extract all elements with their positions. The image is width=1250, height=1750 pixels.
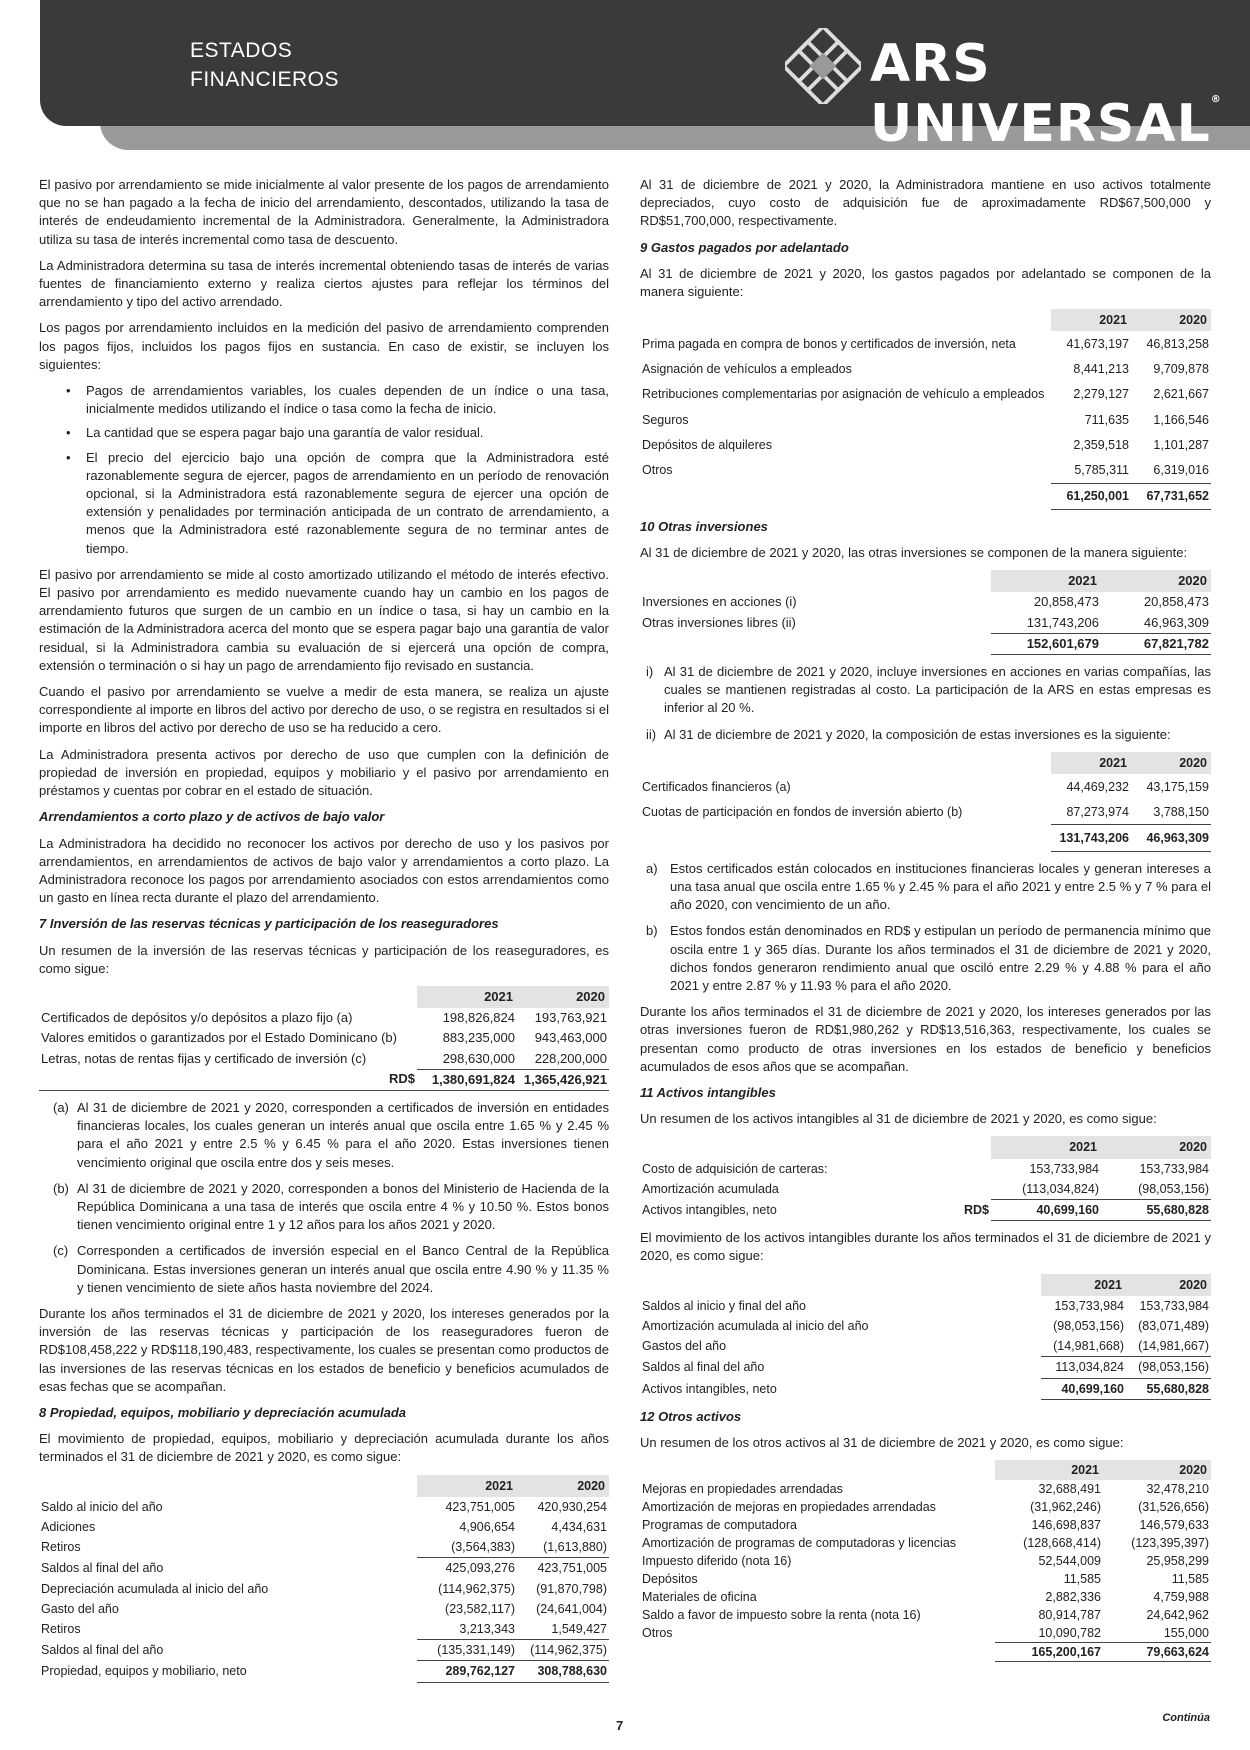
table-cell: 55,680,828 <box>1126 1378 1211 1399</box>
header-title-line1: ESTADOS <box>190 39 293 62</box>
table-total-row <box>640 633 1211 654</box>
paragraph: Un resumen de los otros activos al 31 de diciembre de 2021 y 2020, es como sigue: <box>640 1434 1124 1450</box>
table-cell: 2020 <box>517 986 609 1008</box>
table-cell: 155,000 <box>1163 1626 1209 1641</box>
table-cell: (3,564,383) <box>451 1540 515 1555</box>
table-cell: 2,882,336 <box>1045 1590 1101 1605</box>
table-cell: Propiedad, equipos y mobiliario, neto <box>41 1664 247 1679</box>
table-row <box>39 1497 609 1517</box>
table-cell: Certificados financieros (a) <box>642 779 791 794</box>
table-row <box>640 432 1211 457</box>
table-cell: 153,733,984 <box>1054 1298 1124 1313</box>
table-cell: 11,585 <box>1063 1572 1101 1587</box>
table-cell: (114,962,375) <box>517 1640 609 1661</box>
table-cell: Prima pagada en compra de bonos y certificados de inversión, neta <box>642 336 1016 351</box>
table-cell: 2020 <box>1101 570 1211 592</box>
table-cell: Depósitos de alquileres <box>642 437 772 452</box>
header-title <box>190 36 339 94</box>
table-cell: Amortización de mejoras en propiedades arrendadas <box>642 1500 936 1515</box>
table-cell: 25,958,299 <box>1146 1554 1209 1569</box>
table-cell: 4,759,988 <box>1153 1590 1209 1605</box>
table-cell: (123,395,397) <box>1131 1536 1209 1551</box>
table-row <box>39 1579 609 1599</box>
ars-universal-logo-icon <box>785 28 861 104</box>
table-cell: 146,579,633 <box>1139 1518 1209 1533</box>
section-heading-9: 9 Gastos pagados por adelantado <box>640 239 849 255</box>
table-cell: 1,380,691,824 <box>417 1069 517 1090</box>
bullet-item: • La cantidad que se espera pagar bajo una garantía de valor residual. <box>39 424 609 442</box>
right-column <box>640 176 1211 1670</box>
table-cell: Depósitos <box>642 1572 698 1587</box>
table-row <box>640 799 1211 825</box>
table-row <box>640 1480 1211 1498</box>
table-cell: 46,963,309 <box>1143 614 1209 630</box>
section-heading-8: 8 Propiedad, equipos, mobiliario y depreciación acumulada <box>39 1404 406 1420</box>
table-cell <box>640 1643 995 1662</box>
table-cell: (83,071,489) <box>1138 1318 1209 1333</box>
table-cell: 2020 <box>1101 1136 1211 1158</box>
table-cell: 2020 <box>1103 1460 1211 1480</box>
table-cell: (98,053,156) <box>1138 1181 1209 1196</box>
table-row <box>640 1296 1211 1316</box>
table-row <box>640 1534 1211 1552</box>
table-row <box>39 1619 609 1640</box>
bullet-list <box>39 382 609 558</box>
bullet-item: • El precio del ejercicio bajo una opción de compra que la Administradora esté razonablemente segura de ejercer, pagos de arrendamiento en un período de renovación opcional, si la Administradora está razonablemente segura de ejercer una opción de extensión y penalidades por terminación anticipada de un contrato de arrendamiento, a menos que la Administradora esté razonablemente segura de no terminar antes de tiempo. <box>39 449 609 558</box>
table-total-row <box>640 1199 1211 1220</box>
table-cell: Otros <box>642 1626 673 1641</box>
table-cell <box>640 1460 995 1480</box>
table-cell: 2021 <box>1051 309 1131 331</box>
table-cell: 2021 <box>991 570 1101 592</box>
table-row <box>640 774 1211 799</box>
paragraph: Un resumen de la inversión de las reservas técnicas y participación de los reaseguradores, es como sigue: <box>39 942 609 976</box>
table-cell: 2,359,518 <box>1073 437 1129 452</box>
table-cell: Otros <box>642 463 673 478</box>
table-row <box>640 1357 1211 1378</box>
table-cell: 711,635 <box>1084 412 1129 427</box>
table-total-row <box>39 1661 609 1682</box>
table-cell: 4,434,631 <box>551 1520 607 1534</box>
table-row <box>39 1049 609 1070</box>
table-cell: 6,319,016 <box>1153 462 1209 477</box>
table-cell: 10,090,782 <box>1038 1626 1101 1641</box>
note-b: (b) Al 31 de diciembre de 2021 y 2020, corresponden a bonos del Ministerio de Hacienda de la República Dominicana a una tasa de interés que oscila entre 4 % y 10.50 %. Estos bonos tienen vencimiento original entre 1 y 12 años para los años 2021 y 2020. <box>53 1180 609 1233</box>
table-cell: 8,441,213 <box>1073 362 1129 377</box>
table-cell: Saldo a favor de impuesto sobre la renta (nota 16) <box>642 1608 921 1623</box>
table-cell: 41,673,197 <box>1066 336 1129 351</box>
table-cell: 32,478,210 <box>1146 1482 1209 1497</box>
note-a: (a) Al 31 de diciembre de 2021 y 2020, corresponden a certificados de inversión en entidades financieras locales, los cuales generan un interés anual que oscila entre 1.65 % y 2.45 % para el año 2021 y entre 2.5 % y 6.45 % para el año 2020. Estas inversiones tienen vencimiento original que oscila entre dos y seis meses. <box>53 1099 609 1170</box>
table-cell: Costo de adquisición de carteras: <box>642 1161 828 1176</box>
paragraph: Los pagos por arrendamiento incluidos en la medición del pasivo de arrendamiento comprenden los pagos fijos, incluidos los pagos fijos en sustancia. En caso de existir, se incluyen los siguientes: <box>39 320 609 372</box>
table-row <box>640 1516 1211 1534</box>
table-cell: 423,751,005 <box>517 1558 609 1579</box>
table-total-row <box>640 1643 1211 1662</box>
table-cell: 80,914,787 <box>1038 1608 1101 1623</box>
paragraph: La Administradora presenta activos por derecho de uso que cumplen con la definición de propiedad de inversión en propiedad, equipos y mobiliario y el pasivo por arrendamiento en préstamos y cuentas por cobrar en el estado de situación. <box>39 746 609 799</box>
table-cell: 2021 <box>417 1475 517 1497</box>
table-cell: 943,463,000 <box>534 1030 607 1046</box>
paragraph: Un resumen de los activos intangibles al 31 de diciembre de 2021 y 2020, es como sigue: <box>640 1111 1157 1127</box>
table-cell: (14,981,668) <box>1053 1339 1124 1354</box>
table-cell: 1,549,427 <box>551 1622 607 1637</box>
brand-name: ARS UNIVERSAL® <box>870 34 1222 154</box>
table-cell: (24,641,004) <box>536 1601 607 1616</box>
table-cell: 87,273,974 <box>1066 804 1129 819</box>
table-propiedad-equipos <box>39 1475 609 1683</box>
table-cell: Letras, notas de rentas fijas y certificado de inversión (c) <box>41 1050 367 1066</box>
table-row <box>39 1028 609 1048</box>
table-row <box>640 457 1211 483</box>
table-cell: 289,762,127 <box>417 1661 517 1682</box>
table-row <box>640 1498 1211 1516</box>
page-number: 7 <box>616 1718 624 1733</box>
table-cell: Certificados de depósitos y/o depósitos a plazo fijo (a) <box>41 1010 353 1026</box>
table-total-row <box>640 483 1211 509</box>
table-composicion-inversiones <box>640 752 1211 852</box>
table-row <box>640 382 1211 407</box>
table-total-row <box>640 1378 1211 1399</box>
table-activos-intangibles <box>640 1136 1211 1221</box>
table-row <box>39 1537 609 1558</box>
table-row <box>640 1552 1211 1570</box>
table-cell: 131,743,206 <box>1051 825 1131 851</box>
paragraph: El pasivo por arrendamiento se mide al costo amortizado utilizando el método de interés efectivo. El pasivo por arrendamiento es medido nuevamente cuando hay un cambio en los pagos de arrendamiento futuros que surgen de un cambio en un índice o tasa, si hay un cambio en la estimación de la Administradora acerca del monto que se espera pagar bajo una garantía de valor residual, si la Administradora cambia su evaluación de si ejercerá una opción de compra, extensión o terminación o si hay un pago de arrendamiento fijo revisado en sustancia. <box>39 566 609 673</box>
table-cell: 165,200,167 <box>995 1643 1103 1662</box>
table-cell: (14,981,667) <box>1138 1339 1209 1354</box>
table-cell: 2020 <box>1131 309 1211 331</box>
table-row <box>640 613 1211 634</box>
paragraph: La Administradora determina su tasa de interés incremental obteniendo tasas de interés de varias fuentes de financiamiento externo y realiza ciertos ajustes para reflejar los términos del arrendamiento y tipo del activo arrendado. <box>39 257 609 310</box>
table-cell: 308,788,630 <box>517 1661 609 1682</box>
table-cell: 2,621,667 <box>1153 387 1209 402</box>
table-cell: Valores emitidos o garantizados por el Estado Dominicano (b) <box>41 1030 397 1046</box>
paragraph: Durante los años terminados el 31 de diciembre de 2021 y 2020, los intereses generados por la inversión de las reservas técnicas y participación de los reaseguradores fueron de RD$108,458,222 y RD$118,190,483, respectivamente, los cuales se presentan como productos de las inversiones de las reservas técnicas en los estados de beneficio y beneficios acumulados de esas fechas que se acompañan. <box>39 1305 609 1394</box>
table-gastos-pagados <box>640 309 1211 510</box>
table-cell: 24,642,962 <box>1146 1608 1209 1623</box>
note-ii: ii) Al 31 de diciembre de 2021 y 2020, la composición de estas inversiones es la siguiente: <box>646 726 1171 742</box>
paragraph: Cuando el pasivo por arrendamiento se vuelve a medir de esta manera, se realiza un ajuste correspondiente al importe en libros del activo por derecho de uso, o se registra en resultados si el importe en libros del activo por derecho de uso se ha reducido a cero. <box>39 684 609 736</box>
table-row <box>39 1517 609 1537</box>
table-cell: (31,526,656) <box>1138 1500 1209 1515</box>
table-cell: Amortización acumulada <box>642 1181 779 1196</box>
table-row <box>39 1008 609 1028</box>
table-cell <box>640 633 991 654</box>
table-row <box>640 1624 1211 1643</box>
table-cell: Retiros <box>41 1540 81 1555</box>
table-cell: 5,785,311 <box>1074 462 1129 477</box>
table-cell: 9,709,878 <box>1153 362 1209 377</box>
table-cell: (31,962,246) <box>1030 1500 1101 1515</box>
table-cell: Materiales de oficina <box>642 1590 757 1605</box>
table-cell: 425,093,276 <box>417 1558 517 1579</box>
table-cell: Gastos del año <box>642 1339 727 1354</box>
table-cell: 153,733,984 <box>1139 1298 1209 1313</box>
table-cell: Retiros <box>41 1622 81 1637</box>
table-cell: 20,858,473 <box>1143 594 1209 610</box>
table-cell: 113,034,824 <box>1041 1357 1126 1378</box>
table-cell: 3,213,343 <box>459 1622 515 1637</box>
table-cell: 131,743,206 <box>1026 614 1099 630</box>
table-cell <box>640 570 991 592</box>
section-heading-7: 7 Inversión de las reservas técnicas y participación de los reaseguradores <box>39 916 499 932</box>
table-cell: 11,585 <box>1171 1572 1209 1587</box>
note-b: b) Estos fondos están denominados en RD$ y estipulan un período de permanencia mínimo que oscila entre 1 y 365 días. Durante los años terminados el 31 de diciembre de 2021 y 2020, dichos fondos generaron rendimiento anual que osciló entre 2.29 % y 4.88 % para el año 2021 y entre 2.87 % y 11.93 % para el año 2020. <box>646 923 1211 993</box>
table-cell: 46,813,258 <box>1146 336 1209 351</box>
table-cell: 1,365,426,921 <box>517 1069 609 1090</box>
table-cell: 152,601,679 <box>991 633 1101 654</box>
table-row <box>640 1179 1211 1200</box>
table-cell: Amortización de programas de computadoras y licencias <box>642 1536 957 1551</box>
paragraph: Al 31 de diciembre de 2021 y 2020, los gastos pagados por adelantado se componen de la manera siguiente: <box>640 265 1211 300</box>
table-otros-activos <box>640 1460 1211 1662</box>
currency-label: RD$ <box>963 1202 989 1217</box>
table-cell: 2020 <box>1126 1274 1211 1296</box>
table-cell <box>640 1136 991 1158</box>
table-cell: 2021 <box>417 986 517 1008</box>
table-cell: Asignación de vehículos a empleados <box>642 362 852 377</box>
table-cell: 79,663,624 <box>1103 1643 1211 1662</box>
table-cell: 2021 <box>995 1460 1103 1480</box>
table-cell: 1,166,546 <box>1153 412 1209 427</box>
table-cell: Activos intangibles, neto <box>642 1381 777 1396</box>
table-cell: 32,688,491 <box>1038 1482 1101 1497</box>
table-cell: 2020 <box>517 1475 609 1497</box>
table-cell: 883,235,000 <box>442 1030 515 1046</box>
table-cell: 67,731,652 <box>1131 483 1211 509</box>
table-row <box>640 1316 1211 1336</box>
table-movimiento-intangibles <box>640 1274 1211 1400</box>
note-a: a) Estos certificados están colocados en instituciones financieras locales y generan intereses a una tasa anual que oscila entre 1.65 % y 2.45 % para el año 2021 y entre 2.5 % y 7 % para el año 2020, con vencimiento de un año. <box>646 860 1211 913</box>
table-row <box>39 1558 609 1579</box>
table-cell: 52,544,009 <box>1038 1554 1101 1569</box>
table-cell: Depreciación acumulada al inicio del año <box>41 1581 269 1596</box>
table-cell: 43,175,159 <box>1146 779 1209 794</box>
table-cell: 55,680,828 <box>1101 1199 1211 1220</box>
left-column <box>39 176 609 1691</box>
page-header <box>40 0 1250 154</box>
table-cell: 228,200,000 <box>534 1050 607 1066</box>
table-cell: 2020 <box>1131 752 1211 774</box>
header-title-line2: FINANCIEROS <box>190 68 340 91</box>
table-cell: Gasto del año <box>41 1601 119 1616</box>
table-cell <box>640 1274 1041 1296</box>
table-cell: RD$ <box>39 1069 417 1090</box>
table-reservas-tecnicas <box>39 986 609 1091</box>
table-cell: Saldos al final del año <box>41 1643 164 1658</box>
table-cell: (128,668,414) <box>1023 1536 1101 1551</box>
section-heading-10: 10 Otras inversiones <box>640 518 768 534</box>
table-cell: Adiciones <box>41 1520 96 1534</box>
table-cell: Impuesto diferido (nota 16) <box>642 1554 792 1569</box>
table-cell: 298,630,000 <box>442 1050 515 1066</box>
table-cell <box>39 986 417 1008</box>
paragraph: Durante los años terminados el 31 de diciembre de 2021 y 2020, los intereses generados por las otras inversiones fueron de RD$1,980,262 y RD$13,516,363, respectivamente, los cuales se presentan como producto de otras inversiones en los estados de beneficio y beneficios acumulados de esos años que se acompañan. <box>640 1004 1211 1074</box>
table-row <box>640 1336 1211 1357</box>
table-row <box>640 407 1211 432</box>
note-c: (c) Corresponden a certificados de inversión especial en el Banco Central de la República Dominicana. Estas inversiones generan un interés anual que oscila entre 4.90 % y 11.35 % y tienen vencimiento de siete años hasta noviembre del 2024. <box>53 1243 609 1295</box>
table-cell: Cuotas de participación en fondos de inversión abierto (b) <box>642 805 963 820</box>
table-cell: 2021 <box>1041 1274 1126 1296</box>
table-row <box>640 1606 1211 1624</box>
table-cell: Otras inversiones libres (ii) <box>642 614 796 630</box>
table-row <box>39 1640 609 1661</box>
table-cell: (91,870,798) <box>536 1581 607 1596</box>
table-cell <box>640 483 1051 509</box>
table-cell: (113,034,824) <box>1022 1181 1099 1196</box>
table-otras-inversiones <box>640 570 1211 655</box>
table-cell <box>640 309 1051 331</box>
table-row <box>640 1570 1211 1588</box>
table-cell: Saldos al final del año <box>642 1360 765 1375</box>
section-heading-12: 12 Otros activos <box>640 1408 742 1424</box>
paragraph: El pasivo por arrendamiento se mide inicialmente al valor presente de los pagos de arrendamiento que no se han pagado a la fecha de inicio del arrendamiento, descontados, utilizando la tasa de interés de endeudamiento incremental de la Administradora. Generalmente, la Administradora utiliza su tasa de interés incremental como tasa de descuento. <box>39 177 609 247</box>
paragraph: Al 31 de diciembre de 2021 y 2020, la Administradora mantiene en uso activos totalmente depreciados, cuyo costo de adquisición fue de aproximadamente RD$67,500,000 y RD$51,700,000, respectivamente. <box>640 177 1211 229</box>
table-cell: (23,582,117) <box>445 1601 515 1616</box>
table-cell: 153,733,984 <box>1029 1161 1099 1176</box>
table-cell: 2,279,127 <box>1073 387 1129 402</box>
table-cell: (98,053,156) <box>1126 1357 1211 1378</box>
table-cell: (98,053,156) <box>1053 1318 1124 1333</box>
note-i: i) Al 31 de diciembre de 2021 y 2020, incluye inversiones en acciones en varias compañías, las cuales se mantienen registradas al costo. La participación de la ARS en estas empresas es inferior al 20 %. <box>646 664 1211 716</box>
table-cell: 198,826,824 <box>442 1010 515 1026</box>
table-cell: 67,821,782 <box>1101 633 1211 654</box>
table-cell: Saldo al inicio del año <box>41 1499 163 1514</box>
table-row <box>640 1159 1211 1179</box>
table-cell <box>640 752 1051 774</box>
table-total-row <box>640 825 1211 851</box>
table-cell: 423,751,005 <box>445 1499 515 1514</box>
table-row <box>39 1599 609 1619</box>
table-cell: Retribuciones complementarias por asignación de vehículo a empleados <box>642 387 1045 402</box>
table-cell: Mejoras en propiedades arrendadas <box>642 1482 843 1497</box>
table-cell <box>640 825 1051 851</box>
table-cell: 20,858,473 <box>1033 594 1099 610</box>
table-cell: 46,963,309 <box>1131 825 1211 851</box>
table-cell: Programas de computadora <box>642 1518 797 1533</box>
paragraph: El movimiento de los activos intangibles durante los años terminados el 31 de diciembre de 2021 y 2020, es como sigue: <box>640 1230 1211 1264</box>
table-cell: 146,698,837 <box>1031 1518 1101 1533</box>
table-cell: Saldos al inicio y final del año <box>642 1298 806 1313</box>
table-row <box>640 1588 1211 1606</box>
table-cell: 4,906,654 <box>459 1520 515 1534</box>
table-cell: 40,699,160 <box>1041 1378 1126 1399</box>
table-cell: 1,101,287 <box>1153 437 1209 452</box>
table-cell: Activos intangibles, neto RD$ <box>640 1199 991 1220</box>
table-cell: 193,763,921 <box>534 1010 607 1026</box>
table-cell: Inversiones en acciones (i) <box>642 594 797 610</box>
table-cell: 2021 <box>991 1136 1101 1158</box>
table-cell: 61,250,001 <box>1051 483 1131 509</box>
paragraph: La Administradora ha decidido no reconocer los activos por derecho de uso y los pasivos por arrendamientos, en arrendamientos de activos de bajo valor y arrendamientos a corto plazo. La Administradora reconoce los pagos por arrendamiento asociados con estos arrendamientos como un gasto en línea recta durante el plazo del arrendamiento. <box>39 835 609 906</box>
continue-label: Continúa <box>1162 1712 1210 1724</box>
section-heading-11: 11 Activos intangibles <box>640 1084 776 1100</box>
registered-mark: ® <box>1210 94 1222 105</box>
table-cell: 44,469,232 <box>1066 779 1129 794</box>
table-cell: (135,331,149) <box>417 1640 517 1661</box>
table-total-row <box>39 1069 609 1090</box>
table-cell: Seguros <box>642 412 689 427</box>
table-row <box>640 331 1211 356</box>
table-cell: (114,962,375) <box>438 1581 515 1596</box>
table-row <box>640 357 1211 382</box>
table-cell <box>39 1475 417 1497</box>
table-cell: 2021 <box>1051 752 1131 774</box>
table-cell: 3,788,150 <box>1153 804 1209 819</box>
table-cell: 420,930,254 <box>537 1499 607 1514</box>
paragraph: Al 31 de diciembre de 2021 y 2020, las otras inversiones se componen de la manera siguiente: <box>640 545 1188 561</box>
table-row <box>640 592 1211 612</box>
bullet-item: • Pagos de arrendamientos variables, los cuales dependen de un índice o una tasa, inicialmente medidos utilizando el índice o tasa como la fecha de inicio. <box>39 382 609 418</box>
table-cell: 153,733,984 <box>1139 1161 1209 1176</box>
table-cell: Amortización acumulada al inicio del año <box>642 1318 869 1333</box>
table-cell: (1,613,880) <box>543 1540 607 1555</box>
table-cell: 40,699,160 <box>991 1199 1101 1220</box>
paragraph: El movimiento de propiedad, equipos, mobiliario y depreciación acumulada durante los años terminados el 31 de diciembre de 2021 y 2020, es como sigue: <box>39 1431 609 1465</box>
table-cell: Saldos al final del año <box>41 1561 164 1576</box>
section-heading: Arrendamientos a corto plazo y de activos de bajo valor <box>39 809 385 825</box>
